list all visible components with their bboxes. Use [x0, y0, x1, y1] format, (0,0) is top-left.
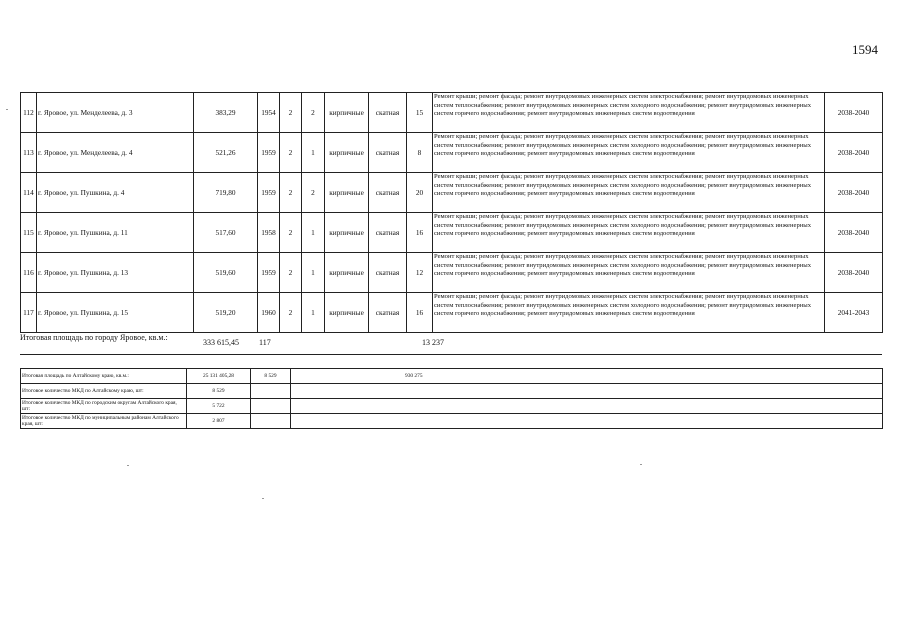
row-area: 519,60: [194, 253, 258, 293]
row-flats: 16: [407, 293, 433, 333]
row-entrances: 2: [302, 173, 325, 213]
summary-empty-cell: [251, 414, 291, 429]
summary-mkd-total-value: 8 529: [187, 384, 251, 399]
city-total-label: Итоговая площадь по городу Яровое, кв.м.:: [20, 333, 168, 342]
summary-mkd-urban-label: Итоговое количество МКД по городским округам Алтайского края, шт:: [21, 399, 187, 414]
summary-row-mkd-total: [21, 384, 883, 399]
row-flats: 16: [407, 213, 433, 253]
summary-mkd-municipal-value: 2 807: [187, 414, 251, 429]
row-roof: скатная: [369, 213, 407, 253]
summary-empty-cell: [291, 414, 883, 429]
row-roof: скатная: [369, 293, 407, 333]
row-number: 116: [21, 253, 37, 293]
row-area: 383,29: [194, 93, 258, 133]
row-roof: скатная: [369, 253, 407, 293]
divider: [20, 354, 882, 355]
row-flats: 8: [407, 133, 433, 173]
houses-table-body: [21, 93, 883, 333]
table-row: [21, 213, 883, 253]
row-entrances: 1: [302, 253, 325, 293]
row-year: 1958: [258, 213, 280, 253]
row-year: 1954: [258, 93, 280, 133]
row-period: 2038-2040: [825, 213, 883, 253]
summary-row-area: [21, 369, 883, 384]
summary-mkd-municipal-label: Итоговое количество МКД по муниципальным районам Алтайского края, шт:: [21, 414, 187, 429]
row-area: 719,80: [194, 173, 258, 213]
row-floors: 2: [280, 213, 302, 253]
city-total: [20, 332, 882, 354]
row-address: г. Яровое, ул. Менделеева, д. 3: [37, 93, 194, 133]
row-flats: 12: [407, 253, 433, 293]
summary-mkd-urban-value: 5 722: [187, 399, 251, 414]
row-material: кирпичные: [325, 293, 369, 333]
row-works: Ремонт крыши; ремонт фасада; ремонт внутридомовых инженерных систем электроснабжения; ремонт внутридомовых инженерных систем теплоснабжения; ремонт внутридомовых инженерных систем холодного водоснабжения; ремонт внутридомовых инженерных систем горячего водоснабжения; ремонт внутридомовых инженерных систем водоотведения: [433, 93, 825, 133]
scan-speck: [262, 498, 264, 499]
row-works: Ремонт крыши; ремонт фасада; ремонт внутридомовых инженерных систем электроснабжения; ремонт внутридомовых инженерных систем теплоснабжения; ремонт внутридомовых инженерных систем холодного водоснабжения; ремонт внутридомовых инженерных систем горячего водоснабжения; ремонт внутридомовых инженерных систем водоотведения: [433, 253, 825, 293]
summary-row-mkd-urban: [21, 399, 883, 414]
row-floors: 2: [280, 93, 302, 133]
row-floors: 2: [280, 293, 302, 333]
row-area: 521,26: [194, 133, 258, 173]
row-number: 117: [21, 293, 37, 333]
row-entrances: 1: [302, 213, 325, 253]
row-material: кирпичные: [325, 93, 369, 133]
table-row: [21, 253, 883, 293]
summary-empty-cell: [251, 399, 291, 414]
summary-empty-cell: [291, 399, 883, 414]
row-works: Ремонт крыши; ремонт фасада; ремонт внутридомовых инженерных систем электроснабжения; ремонт внутридомовых инженерных систем теплоснабжения; ремонт внутридомовых инженерных систем холодного водоснабжения; ремонт внутридомовых инженерных систем горячего водоснабжения; ремонт внутридомовых инженерных систем водоотведения: [433, 213, 825, 253]
table-row: [21, 293, 883, 333]
row-material: кирпичные: [325, 213, 369, 253]
summary-empty-cell: [251, 384, 291, 399]
city-total-flats: 13 237: [422, 338, 444, 347]
row-floors: 2: [280, 133, 302, 173]
table-row: [21, 133, 883, 173]
row-number: 114: [21, 173, 37, 213]
table-row: [21, 93, 883, 133]
row-roof: скатная: [369, 133, 407, 173]
summary-area-flats: 930 275: [291, 369, 883, 384]
scan-speck: [640, 464, 642, 465]
row-material: кирпичные: [325, 253, 369, 293]
row-floors: 2: [280, 173, 302, 213]
row-period: 2041-2043: [825, 293, 883, 333]
row-works: Ремонт крыши; ремонт фасада; ремонт внутридомовых инженерных систем электроснабжения; ремонт внутридомовых инженерных систем теплоснабжения; ремонт внутридомовых инженерных систем холодного водоснабжения; ремонт внутридомовых инженерных систем горячего водоснабжения; ремонт внутридомовых инженерных систем водоотведения: [433, 293, 825, 333]
row-floors: 2: [280, 253, 302, 293]
row-period: 2038-2040: [825, 253, 883, 293]
scan-speck: [127, 465, 129, 466]
row-year: 1959: [258, 173, 280, 213]
row-area: 519,20: [194, 293, 258, 333]
row-works: Ремонт крыши; ремонт фасада; ремонт внутридомовых инженерных систем электроснабжения; ремонт внутридомовых инженерных систем теплоснабжения; ремонт внутридомовых инженерных систем холодного водоснабжения; ремонт внутридомовых инженерных систем горячего водоснабжения; ремонт внутридомовых инженерных систем водоотведения: [433, 173, 825, 213]
summary-row-mkd-municipal: [21, 414, 883, 429]
row-period: 2038-2040: [825, 133, 883, 173]
row-address: г. Яровое, ул. Пушкина, д. 15: [37, 293, 194, 333]
row-flats: 20: [407, 173, 433, 213]
row-number: 115: [21, 213, 37, 253]
row-works: Ремонт крыши; ремонт фасада; ремонт внутридомовых инженерных систем электроснабжения; ремонт внутридомовых инженерных систем теплоснабжения; ремонт внутридомовых инженерных систем холодного водоснабжения; ремонт внутридомовых инженерных систем горячего водоснабжения; ремонт внутридомовых инженерных систем водоотведения: [433, 133, 825, 173]
row-address: г. Яровое, ул. Пушкина, д. 4: [37, 173, 194, 213]
row-address: г. Яровое, ул. Менделеева, д. 4: [37, 133, 194, 173]
row-area: 517,60: [194, 213, 258, 253]
row-year: 1960: [258, 293, 280, 333]
row-number: 113: [21, 133, 37, 173]
summary-area-count: 8 529: [251, 369, 291, 384]
row-year: 1959: [258, 253, 280, 293]
row-period: 2038-2040: [825, 93, 883, 133]
row-roof: скатная: [369, 173, 407, 213]
scan-speck: [6, 109, 8, 110]
row-flats: 15: [407, 93, 433, 133]
row-material: кирпичные: [325, 133, 369, 173]
row-address: г. Яровое, ул. Пушкина, д. 13: [37, 253, 194, 293]
row-entrances: 2: [302, 93, 325, 133]
summary-table: [20, 368, 883, 429]
table-row: [21, 173, 883, 213]
summary-empty-cell: [291, 384, 883, 399]
row-entrances: 1: [302, 293, 325, 333]
page-number: 1594: [852, 42, 878, 57]
row-year: 1959: [258, 133, 280, 173]
row-period: 2038-2040: [825, 173, 883, 213]
row-entrances: 1: [302, 133, 325, 173]
summary-mkd-total-label: Итоговое количество МКД по Алтайскому краю, шт:: [21, 384, 187, 399]
summary-area-label: Итоговая площадь по Алтайскому краю, кв.м.:: [21, 369, 187, 384]
row-number: 112: [21, 93, 37, 133]
row-address: г. Яровое, ул. Пушкина, д. 11: [37, 213, 194, 253]
houses-table: [20, 92, 883, 333]
city-total-area: 333 615,45: [203, 338, 239, 347]
row-roof: скатная: [369, 93, 407, 133]
row-material: кирпичные: [325, 173, 369, 213]
city-total-count: 117: [259, 338, 271, 347]
summary-area-value: 25 131 405,28: [187, 369, 251, 384]
